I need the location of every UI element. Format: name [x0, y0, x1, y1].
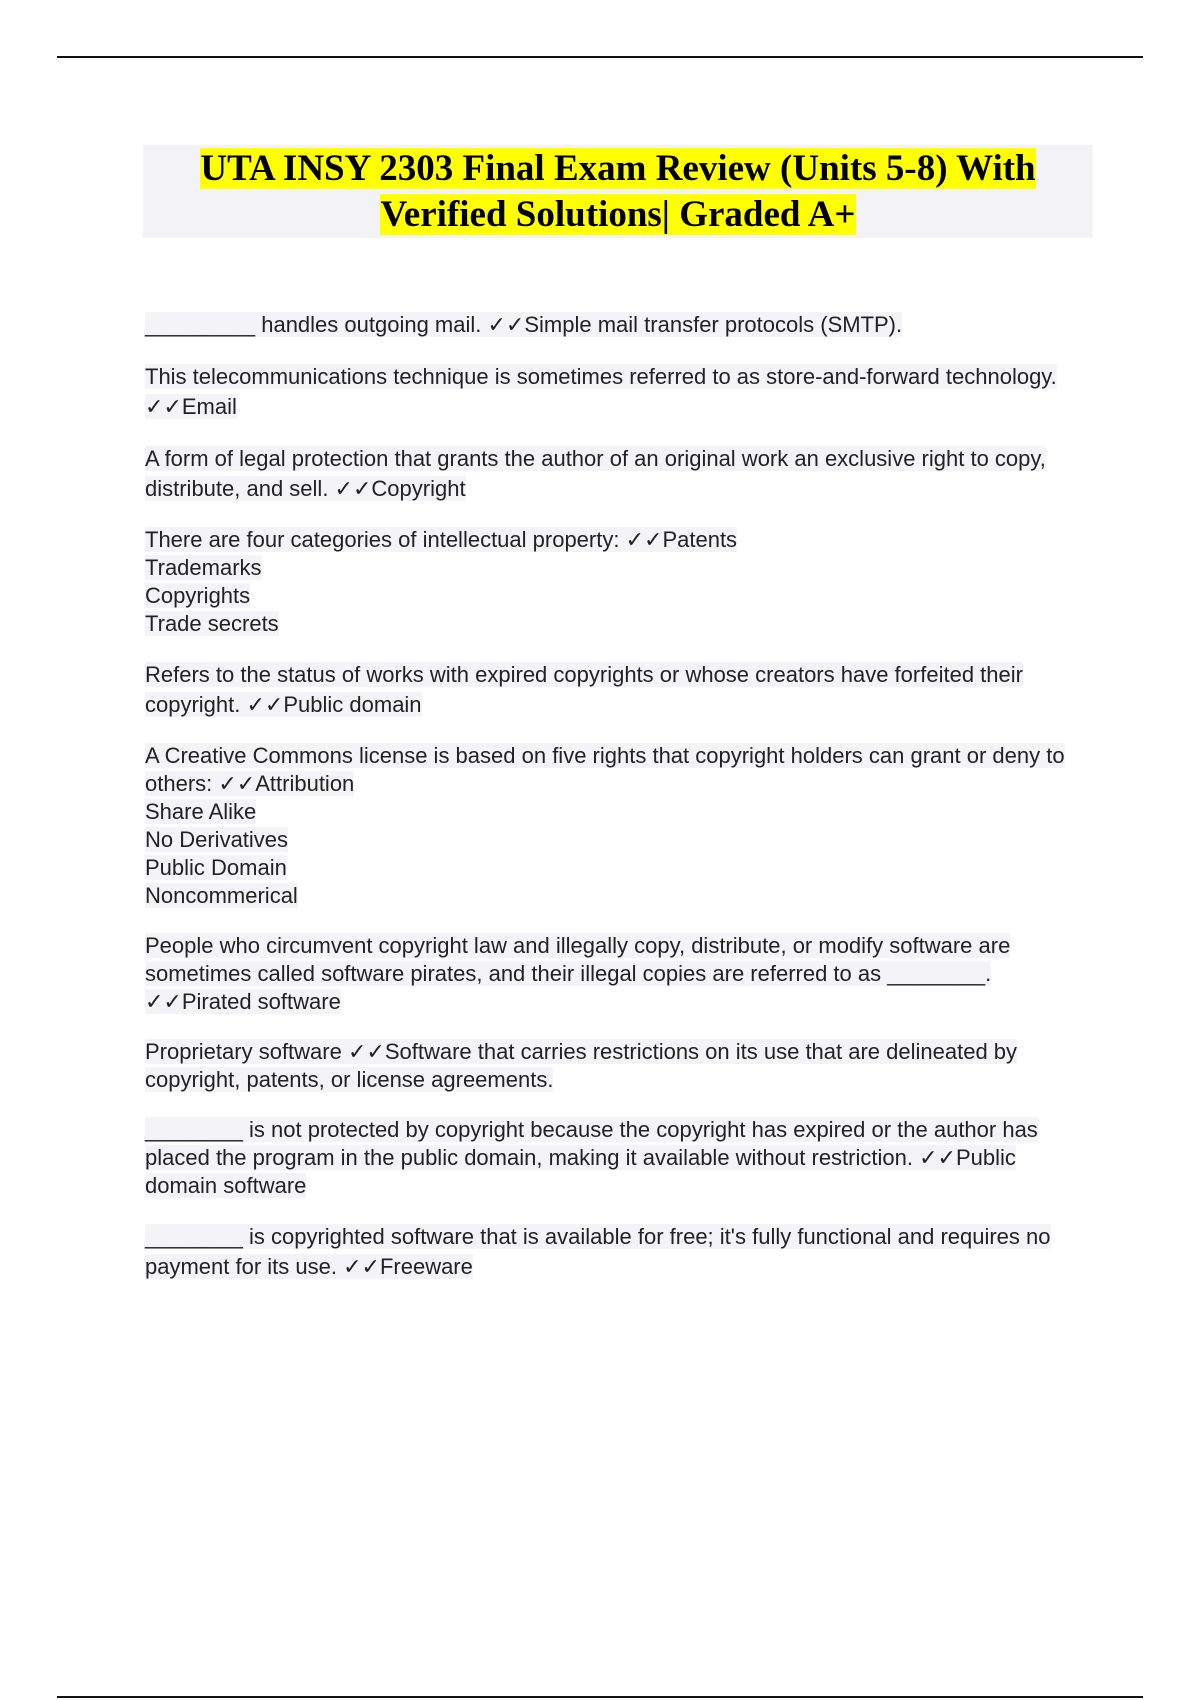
- qa-item: [145, 1222, 1085, 1282]
- qa-item: [145, 1038, 1085, 1094]
- qa-item: [145, 526, 1085, 638]
- qa-text: This telecommunications technique is sometimes referred to as store-and-forward technology. ✓✓Email: [145, 364, 1057, 419]
- title-line-1: UTA INSY 2303 Final Exam Review (Units 5-8) With: [200, 147, 1036, 189]
- qa-text: ________ is copyrighted software that is available for free; it's fully functional and requires no payment for its use. ✓✓Freeware: [145, 1224, 1051, 1279]
- qa-text: A Creative Commons license is based on five rights that copyright holders can grant or deny to others: ✓✓Attribution Share Alike No Derivatives Public Domain Noncommerical: [145, 743, 1065, 908]
- qa-item: [145, 1116, 1085, 1200]
- question-answer-list: [145, 310, 1085, 1304]
- qa-item: [145, 742, 1085, 910]
- qa-item: [145, 932, 1085, 1016]
- qa-item: [145, 444, 1085, 504]
- document-title-block: [143, 145, 1093, 238]
- qa-text: ________ is not protected by copyright because the copyright has expired or the author has placed the program in the public domain, making it available without restriction. ✓✓Public domain software: [145, 1117, 1038, 1198]
- qa-item: [145, 310, 1085, 340]
- qa-text: Refers to the status of works with expired copyrights or whose creators have forfeited their copyright. ✓✓Public domain: [145, 662, 1023, 717]
- qa-item: [145, 660, 1085, 720]
- bottom-rule: [57, 1696, 1143, 1698]
- qa-item: [145, 362, 1085, 422]
- qa-text: People who circumvent copyright law and illegally copy, distribute, or modify software are sometimes called software pirates, and their illegal copies are referred to as ________. ✓✓Pirated software: [145, 933, 1011, 1014]
- document-title: [200, 146, 1035, 238]
- qa-text: Proprietary software ✓✓Software that carries restrictions on its use that are delineated by copyright, patents, or license agreements.: [145, 1039, 1018, 1092]
- qa-text: There are four categories of intellectual property: ✓✓Patents Trademarks Copyrights Trade secrets: [145, 527, 738, 636]
- qa-text: _________ handles outgoing mail. ✓✓Simple mail transfer protocols (SMTP).: [145, 312, 903, 337]
- title-line-2: Verified Solutions| Graded A+: [380, 193, 856, 235]
- qa-text: A form of legal protection that grants the author of an original work an exclusive right to copy, distribute, and sell. ✓✓Copyright: [145, 446, 1046, 501]
- top-rule: [57, 56, 1143, 58]
